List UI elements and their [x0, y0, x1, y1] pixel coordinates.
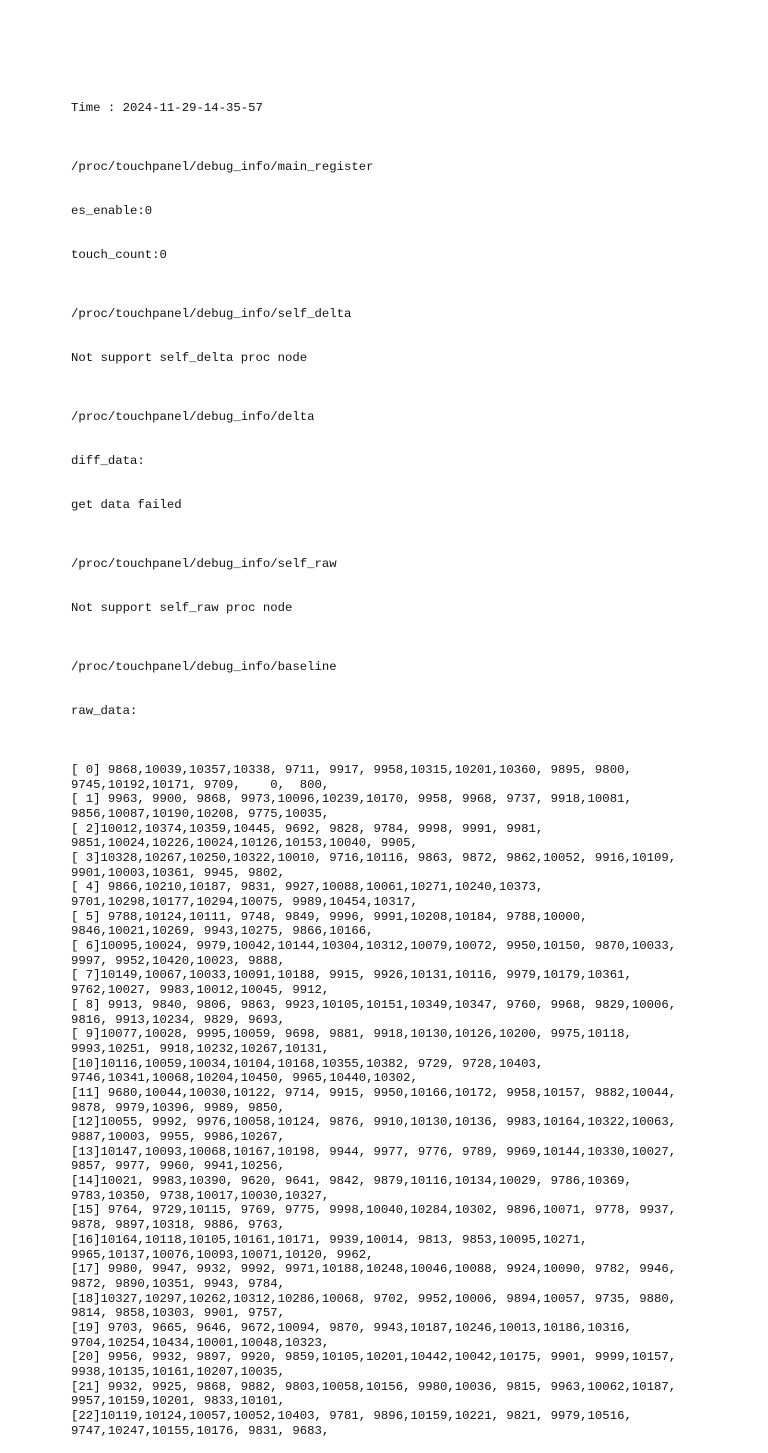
raw-row-line: [21] 9932, 9925, 9868, 9882, 9803,10058,10156, 9980,10036, 9815, 9963,10062,10187,: [71, 1379, 677, 1394]
self-raw-message: Not support self_raw proc node: [71, 601, 293, 616]
proc-path-self-delta: /proc/touchpanel/debug_info/self_delta: [71, 307, 352, 322]
proc-path-delta: /proc/touchpanel/debug_info/delta: [71, 410, 315, 425]
raw-row-line: [ 0] 9868,10039,10357,10338, 9711, 9917, 9958,10315,10201,10360, 9895, 9800,: [71, 762, 632, 777]
raw-row-continuation: 9762,10027, 9983,10012,10045, 9912,: [71, 983, 330, 998]
raw-row-continuation: 9957,10159,10201, 9833,10101,: [71, 1394, 286, 1409]
raw-row-continuation: 9701,10298,10177,10294,10075, 9989,10454,10317,: [71, 895, 418, 910]
raw-row-continuation: 9878, 9897,10318, 9886, 9763,: [71, 1218, 286, 1233]
proc-path-baseline: /proc/touchpanel/debug_info/baseline: [71, 659, 337, 674]
raw-row-line: [14]10021, 9983,10390, 9620, 9641, 9842, 9879,10116,10134,10029, 9786,10369,: [71, 1174, 632, 1189]
raw-row-continuation: 9938,10135,10161,10207,10035,: [71, 1365, 286, 1380]
raw-row-line: [ 7]10149,10067,10033,10091,10188, 9915, 9926,10131,10116, 9979,10179,10361,: [71, 968, 632, 983]
raw-row-continuation: 9997, 9952,10420,10023, 9888,: [71, 953, 286, 968]
raw-row-continuation: 9747,10247,10155,10176, 9831, 9683,: [71, 1423, 330, 1438]
raw-row-line: [ 4] 9866,10210,10187, 9831, 9927,10088,10061,10271,10240,10373,: [71, 880, 544, 895]
raw-row-continuation: 9704,10254,10434,10001,10048,10323,: [71, 1335, 330, 1350]
raw-row-continuation: 9783,10350, 9738,10017,10030,10327,: [71, 1188, 330, 1203]
raw-row-line: [ 5] 9788,10124,10111, 9748, 9849, 9996, 9991,10208,10184, 9788,10000,: [71, 909, 588, 924]
diff-data-error: get data failed: [71, 498, 182, 513]
raw-row-continuation: 9745,10192,10171, 9709, 0, 800,: [71, 777, 330, 792]
touch-count-line: touch_count:0: [71, 248, 167, 263]
raw-row-continuation: 9901,10003,10361, 9945, 9802,: [71, 865, 286, 880]
raw-row-continuation: 9872, 9890,10351, 9943, 9784,: [71, 1276, 286, 1291]
raw-row-line: [ 9]10077,10028, 9995,10059, 9698, 9881, 9918,10130,10126,10200, 9975,10118,: [71, 1027, 632, 1042]
raw-row-line: [17] 9980, 9947, 9932, 9992, 9971,10188,10248,10046,10088, 9924,10090, 9782, 9946,: [71, 1262, 677, 1277]
raw-row-line: [ 6]10095,10024, 9979,10042,10144,10304,10312,10079,10072, 9950,10150, 9870,10033,: [71, 939, 677, 954]
raw-row-line: [19] 9703, 9665, 9646, 9672,10094, 9870, 9943,10187,10246,10013,10186,10316,: [71, 1320, 632, 1335]
proc-path-self-raw: /proc/touchpanel/debug_info/self_raw: [71, 557, 337, 572]
diff-data-label: diff_data:: [71, 454, 145, 469]
es-enable-line: es_enable:0: [71, 204, 153, 219]
raw-row-line: [15] 9764, 9729,10115, 9769, 9775, 9998,10040,10284,10302, 9896,10071, 9778, 9937,: [71, 1203, 677, 1218]
raw-row-line: [12]10055, 9992, 9976,10058,10124, 9876, 9910,10130,10136, 9983,10164,10322,10063,: [71, 1115, 677, 1130]
raw-row-continuation: 9878, 9979,10396, 9989, 9850,: [71, 1100, 286, 1115]
self-delta-message: Not support self_delta proc node: [71, 351, 308, 366]
raw-row-line: [ 3]10328,10267,10250,10322,10010, 9716,10116, 9863, 9872, 9862,10052, 9916,10109,: [71, 850, 677, 865]
raw-row-continuation: 9887,10003, 9955, 9986,10267,: [71, 1130, 286, 1145]
raw-data-table: [71, 763, 731, 1439]
raw-row-line: [18]10327,10297,10262,10312,10286,10068, 9702, 9952,10006, 9894,10057, 9735, 9880,: [71, 1291, 677, 1306]
raw-data-label: raw_data:: [71, 704, 138, 719]
debug-log: [71, 72, 731, 1453]
raw-row-line: [13]10147,10093,10068,10167,10198, 9944, 9977, 9776, 9789, 9969,10144,10330,10027,: [71, 1144, 677, 1159]
raw-row-continuation: 9816, 9913,10234, 9829, 9693,: [71, 1012, 286, 1027]
raw-row-line: [10]10116,10059,10034,10104,10168,10355,10382, 9729, 9728,10403,: [71, 1056, 544, 1071]
raw-row-continuation: 9746,10341,10068,10204,10450, 9965,10440,10302,: [71, 1071, 418, 1086]
raw-row-line: [22]10119,10124,10057,10052,10403, 9781, 9896,10159,10221, 9821, 9979,10516,: [71, 1409, 632, 1424]
raw-row-continuation: 9846,10021,10269, 9943,10275, 9866,10166,: [71, 924, 374, 939]
raw-row-continuation: 9993,10251, 9918,10232,10267,10131,: [71, 1041, 330, 1056]
raw-row-continuation: 9965,10137,10076,10093,10071,10120, 9962,: [71, 1247, 374, 1262]
raw-row-continuation: 9851,10024,10226,10024,10126,10153,10040, 9905,: [71, 836, 418, 851]
proc-path-main-register: /proc/touchpanel/debug_info/main_register: [71, 160, 374, 175]
raw-row-line: [ 2]10012,10374,10359,10445, 9692, 9828, 9784, 9998, 9991, 9981,: [71, 821, 544, 836]
raw-row-line: [20] 9956, 9932, 9897, 9920, 9859,10105,10201,10442,10042,10175, 9901, 9999,10157,: [71, 1350, 677, 1365]
raw-row-line: [ 8] 9913, 9840, 9806, 9863, 9923,10105,10151,10349,10347, 9760, 9968, 9829,10006,: [71, 997, 677, 1012]
raw-row-line: [16]10164,10118,10105,10161,10171, 9939,10014, 9813, 9853,10095,10271,: [71, 1232, 588, 1247]
raw-row-line: [11] 9680,10044,10030,10122, 9714, 9915, 9950,10166,10172, 9958,10157, 9882,10044,: [71, 1085, 677, 1100]
raw-row-continuation: 9857, 9977, 9960, 9941,10256,: [71, 1159, 286, 1174]
raw-row-continuation: 9856,10087,10190,10208, 9775,10035,: [71, 806, 330, 821]
raw-row-continuation: 9814, 9858,10303, 9901, 9757,: [71, 1306, 286, 1321]
timestamp-line: Time : 2024-11-29-14-35-57: [71, 101, 263, 116]
raw-row-line: [ 1] 9963, 9900, 9868, 9973,10096,10239,10170, 9958, 9968, 9737, 9918,10081,: [71, 792, 632, 807]
